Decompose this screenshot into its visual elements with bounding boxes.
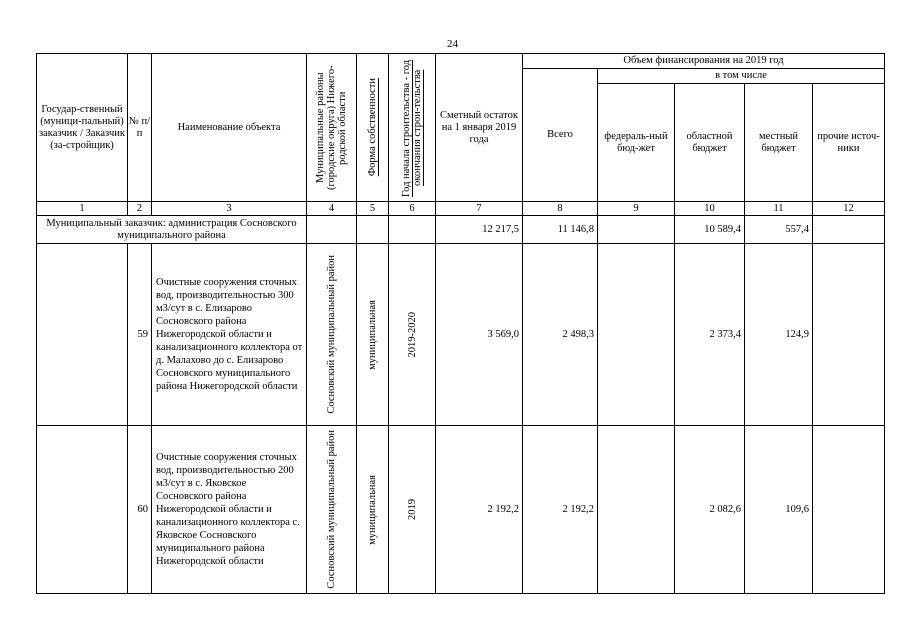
column-number: 1	[37, 202, 128, 216]
header-years	[389, 54, 436, 202]
row-local: 124,9	[745, 244, 813, 426]
column-numbers-row	[37, 202, 885, 216]
column-number: 9	[598, 202, 675, 216]
table-row	[37, 426, 885, 594]
header-district	[307, 54, 357, 202]
row-years	[389, 426, 436, 594]
row-years-text: 2019-2020	[406, 311, 418, 358]
group-regional: 10 589,4	[675, 216, 745, 244]
header-num: № п/п	[128, 54, 152, 202]
row-total: 2 192,2	[523, 426, 598, 594]
column-number: 6	[389, 202, 436, 216]
group-years	[389, 216, 436, 244]
column-number: 3	[152, 202, 307, 216]
header-district-text: Муниципальные районы (городские округа) Нижего-родской области	[315, 65, 348, 190]
row-ownership	[357, 426, 389, 594]
header-funding-group: Объем финансирования на 2019 год	[523, 54, 885, 69]
group-ownership	[357, 216, 389, 244]
header-years-text: Год начала строительства - год окончания строи-тельства	[401, 58, 423, 197]
header-customer: Государ-ственный (муници-пальный) заказчик / Заказчик (за-стройщик)	[37, 54, 128, 202]
row-customer	[37, 426, 128, 594]
header-including: в том числе	[598, 69, 885, 84]
row-federal	[598, 244, 675, 426]
group-total: 11 146,8	[523, 216, 598, 244]
group-federal	[598, 216, 675, 244]
row-federal	[598, 426, 675, 594]
header-regional: областной бюджет	[675, 84, 745, 202]
header-balance: Сметный остаток на 1 января 2019 года	[436, 54, 523, 202]
column-number: 10	[675, 202, 745, 216]
column-number: 11	[745, 202, 813, 216]
row-num: 60	[128, 426, 152, 594]
row-other	[813, 244, 885, 426]
row-ownership	[357, 244, 389, 426]
header-ownership-text: Форма собственности	[367, 78, 378, 177]
row-balance: 2 192,2	[436, 426, 523, 594]
group-title: Муниципальный заказчик: администрация Сосновского муниципального района	[37, 216, 307, 244]
row-regional: 2 373,4	[675, 244, 745, 426]
row-district	[307, 426, 357, 594]
row-other	[813, 426, 885, 594]
row-years	[389, 244, 436, 426]
header-ownership	[357, 54, 389, 202]
header-local: местный бюджет	[745, 84, 813, 202]
table-row	[37, 244, 885, 426]
column-number: 4	[307, 202, 357, 216]
row-regional: 2 082,6	[675, 426, 745, 594]
group-local: 557,4	[745, 216, 813, 244]
row-object-name: Очистные сооружения сточных вод, производительностью 200 м3/сут в с. Яковское Сосновского района Нижегородской области и канализационного коллектора с. Яковское Сосновского муниципального района Нижегородской области	[152, 426, 307, 594]
row-ownership-text: муниципальная	[367, 299, 378, 370]
row-num: 59	[128, 244, 152, 426]
row-balance: 3 569,0	[436, 244, 523, 426]
page-number: 24	[447, 38, 458, 50]
column-number: 12	[813, 202, 885, 216]
group-other	[813, 216, 885, 244]
header-other: прочие источ-ники	[813, 84, 885, 202]
investment-table	[36, 53, 885, 594]
row-years-text: 2019	[406, 499, 418, 520]
column-number: 7	[436, 202, 523, 216]
row-object-name: Очистные сооружения сточных вод, производительностью 300 м3/сут в с. Елизарово Сосновского района Нижегородской области и канализационного коллектора от д. Малахово до с. Елизарово Сосновского муниципального района Нижегородской области	[152, 244, 307, 426]
row-local: 109,6	[745, 426, 813, 594]
header-total: Всего	[523, 69, 598, 202]
group-balance: 12 217,5	[436, 216, 523, 244]
column-number: 2	[128, 202, 152, 216]
group-row	[37, 216, 885, 244]
row-district-text: Сосновский муниципальный район	[326, 255, 337, 414]
row-total: 2 498,3	[523, 244, 598, 426]
group-district	[307, 216, 357, 244]
row-ownership-text: муниципальная	[367, 474, 378, 545]
column-number: 8	[523, 202, 598, 216]
header-object-name: Наименование объекта	[152, 54, 307, 202]
header-federal: федераль-ный бюд-жет	[598, 84, 675, 202]
column-number: 5	[357, 202, 389, 216]
row-district	[307, 244, 357, 426]
row-customer	[37, 244, 128, 426]
row-district-text: Сосновский муниципальный район	[326, 430, 337, 589]
